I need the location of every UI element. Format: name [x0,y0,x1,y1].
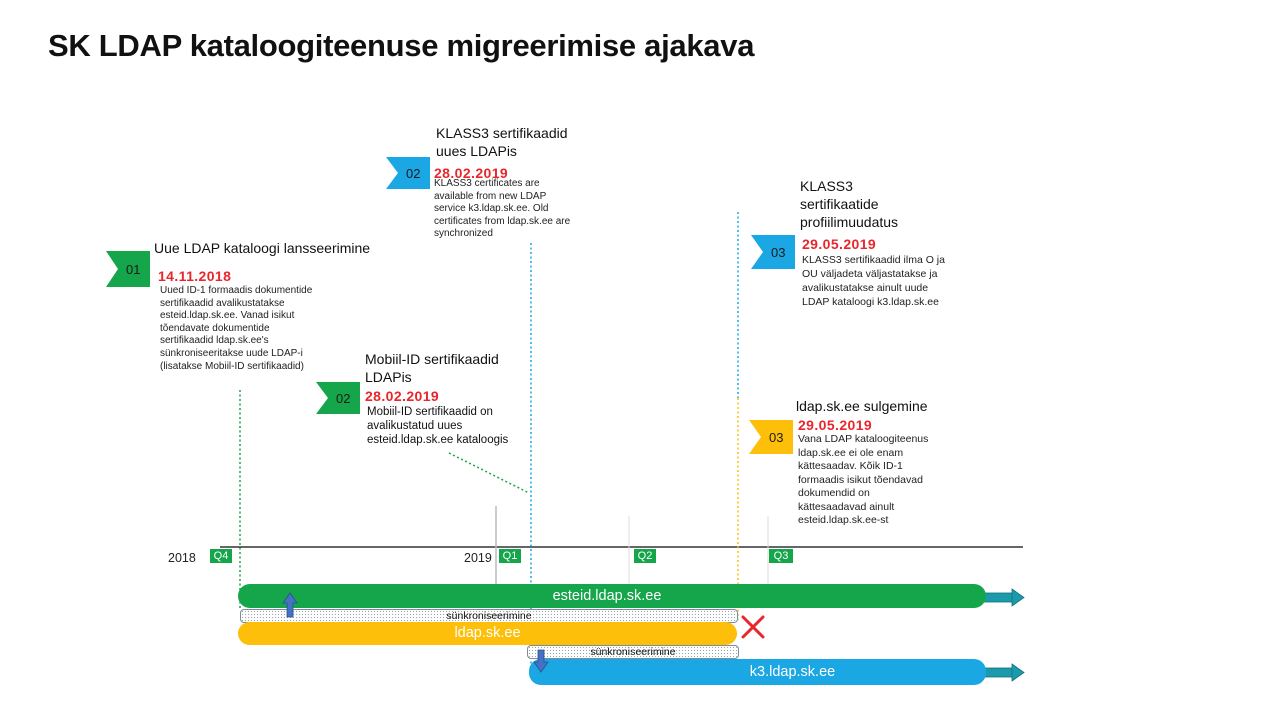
bar-esteid-label: esteid.ldap.sk.ee [552,588,662,604]
event1-title: Uue LDAP kataloogi lansseerimine [154,240,371,256]
event1-description: Uued ID-1 formaadis dokumentide sertifikaadid avalikustatakse esteid.ldap.sk.ee. Vanad isikut tõendavate dokumentide sertifikaadid ldap.sk.ee's sünkroniseeritakse uude LDAP-i (lisatakse Mobiil-ID sertifikaadid) [160,285,313,372]
sync-label-2: sünkroniseerimine [590,646,676,658]
flag-e1-number: 01 [126,262,141,277]
flag-e2b-number: 02 [336,391,351,406]
quarter-q1-2019: Q1 [499,549,521,563]
quarter-q2-2019: Q2 [634,549,656,563]
event3b-description: Vana LDAP kataloogiteenus ldap.sk.ee ei ole enam kättesaadav. Kõik ID-1 formaadis isikut tõendavad dokumendid on kättesaadavad ainult esteid.ldap.sk.ee-st [798,433,929,526]
flag-e3a-number: 03 [771,245,786,260]
event2b-title: Mobiil-ID sertifikaadid LDAPis [365,351,499,385]
year-2019-label: 2019 [464,551,492,565]
flag-e3b-number: 03 [769,430,784,445]
arrow-down-icon [534,650,548,672]
event2b-description: Mobiil-ID sertifikaadid on avalikustatud uues esteid.ldap.sk.ee kataloogis [367,406,509,446]
sync-label-1: sünkroniseerimine [446,610,532,622]
year-2018-label: 2018 [168,551,196,565]
event3a-date: 29.05.2019 [802,236,877,252]
event3a-description: KLASS3 sertifikaadid ilma O ja OU väljadeta väljastatakse ja avalikustatakse ainult uude LDAP kataloogi k3.ldap.sk.ee [802,254,945,308]
arrow-up-icon [283,593,297,617]
bar-ldap-label: ldap.sk.ee [454,625,521,641]
event2a-date: 28.02.2019 [434,165,509,181]
bar-k3-label: k3.ldap.sk.ee [749,664,836,680]
flag-e2a-number: 02 [406,166,421,181]
event3b-date: 29.05.2019 [798,417,873,433]
event2a-title: KLASS3 sertifikaadid uues LDAPis [436,125,568,159]
event2b-date: 28.02.2019 [365,388,440,404]
event1-date: 14.11.2018 [158,268,232,284]
event2a-description: KLASS3 certificates are available from new LDAP service k3.ldap.sk.ee. Old certificates from ldap.sk.ee are synchronized [434,178,571,240]
event3a-title: KLASS3 sertifikaatide profiilimuudatus [800,178,899,230]
quarter-q4-2018: Q4 [210,549,232,563]
event3b-title: ldap.sk.ee sulgemine [796,398,928,414]
quarter-q3-2019: Q3 [769,549,793,563]
page-title: SK LDAP kataloogiteenuse migreerimise ajakava [48,28,755,63]
